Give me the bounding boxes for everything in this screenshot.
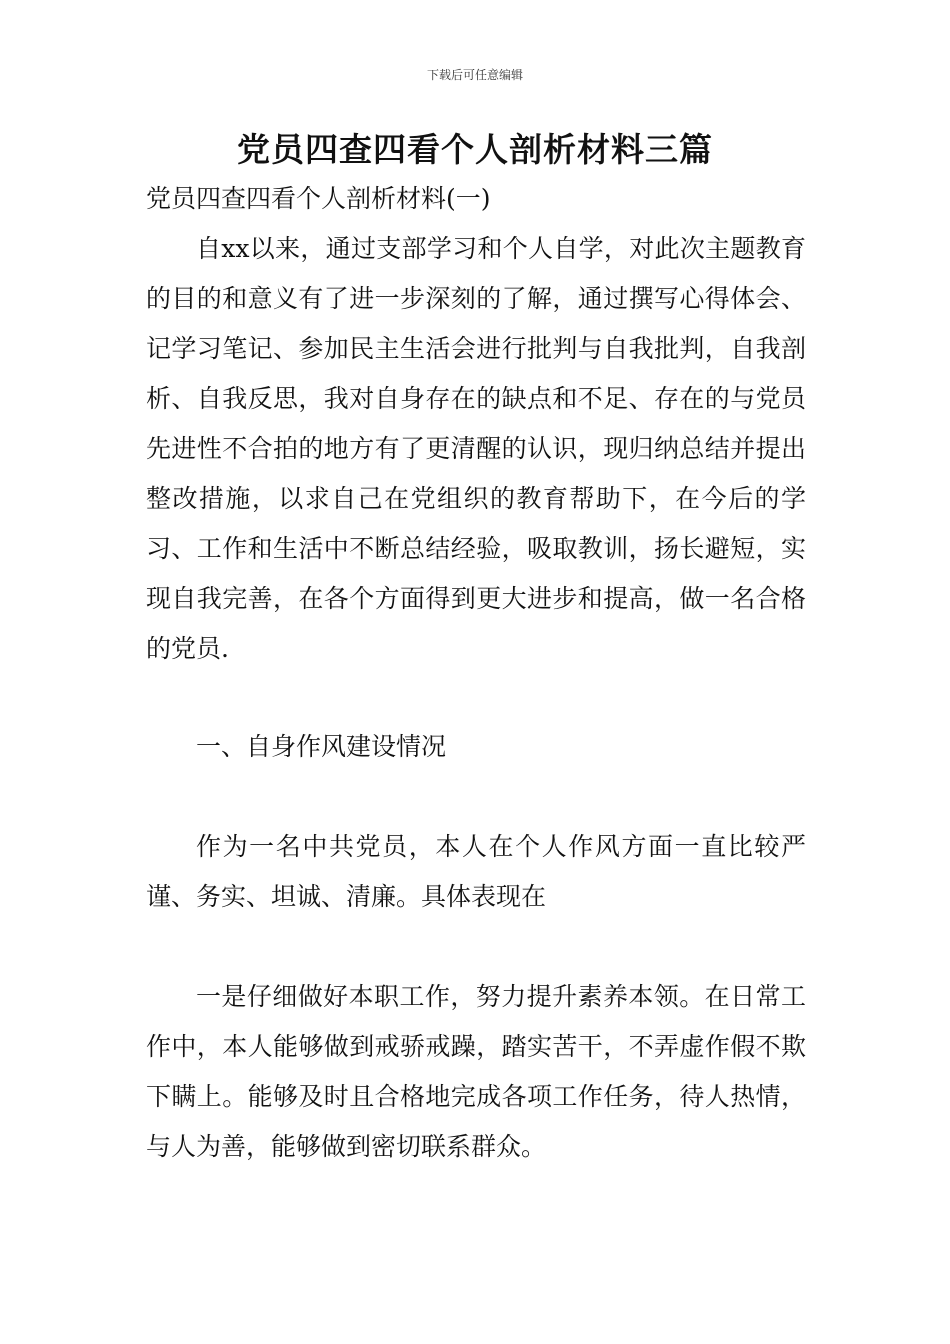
document-title: 党员四查四看个人剖析材料三篇: [237, 130, 713, 169]
body-paragraph: 作为一名中共党员，本人在个人作风方面一直比较严谨、务实、坦诚、清廉。具体表现在: [146, 832, 806, 911]
section-heading: 一、自身作风建设情况: [196, 732, 447, 761]
header-note: 下载后可任意编辑: [426, 68, 523, 82]
section-subtitle: 党员四查四看个人剖析材料(一): [146, 184, 491, 213]
intro-paragraph: 自xx以来，通过支部学习和个人自学，对此次主题教育的目的和意义有了进一步深刻的了解，通过撰写心得体会、记学习笔记、参加民主生活会进行批判与自我批判，自我剖析、自我反思，我对自身存在的缺点和不足、存在的与党员先进性不合拍的地方有了更清醒的认识，现归纳总结并提出整改措施，以求自己在党组织的教育帮助下，在今后的学习、工作和生活中不断总结经验，吸取教训，扬长避短，实现自我完善，在各个方面得到更大进步和提高，做一名合格的党员.: [146, 234, 806, 663]
body-paragraph: 一是仔细做好本职工作，努力提升素养本领。在日常工作中，本人能够做到戒骄戒躁，踏实苦干，不弄虚作假不欺下瞒上。能够及时且合格地完成各项工作任务，待人热情，与人为善，能够做到密切联系群众。: [146, 982, 806, 1161]
